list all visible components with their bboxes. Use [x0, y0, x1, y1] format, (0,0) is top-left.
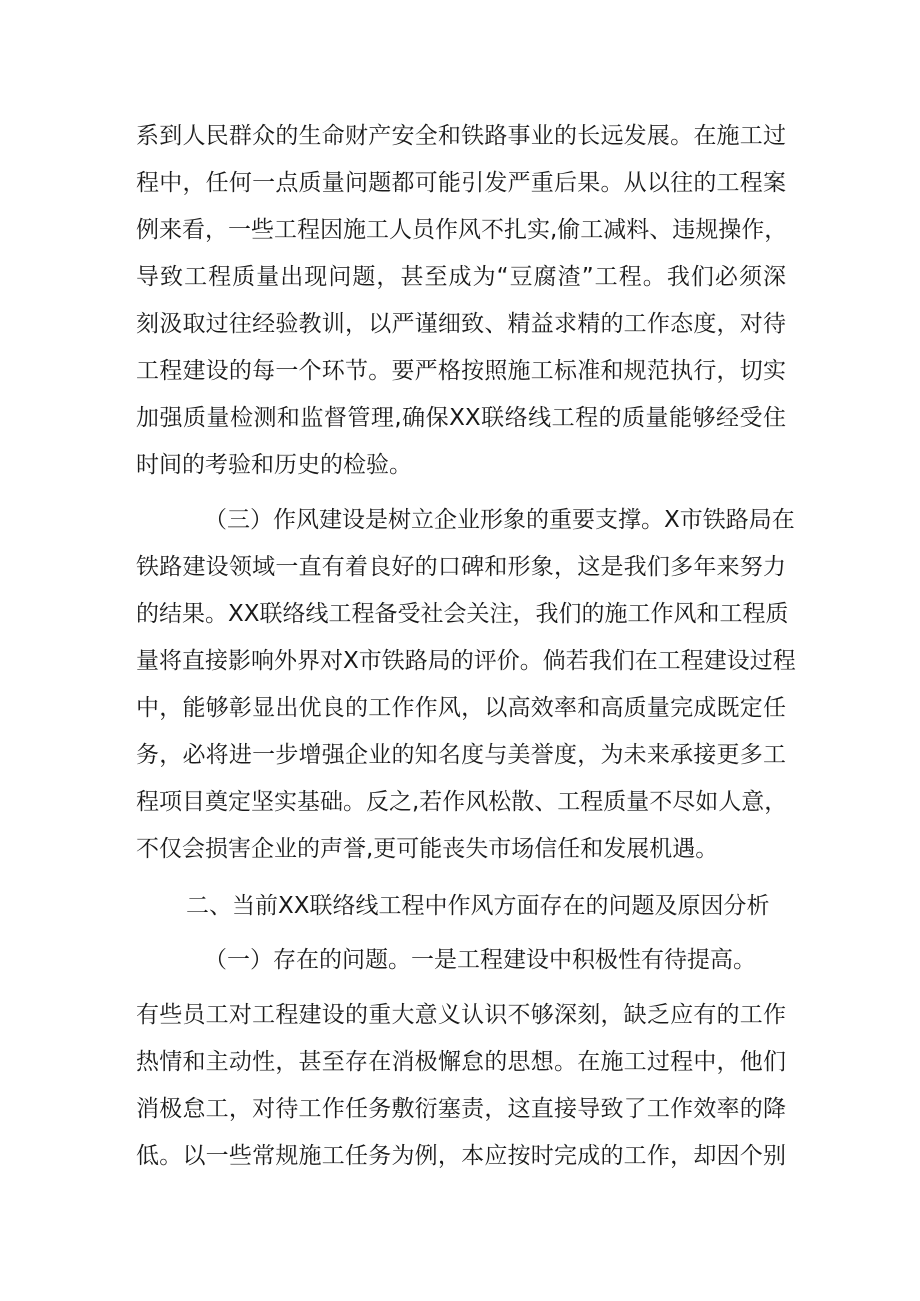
- paragraph-line-14: 务，必将进一步增强企业的知名度与美誉度，为未来承接更多工: [136, 742, 786, 768]
- paragraph-line-13: 中，能够彰显出优良的工作作风，以高效率和高质量完成既定任: [136, 695, 786, 721]
- paragraph-line-20: 热情和主动性，甚至存在消极懈怠的思想。在施工过程中，他们: [136, 1049, 786, 1075]
- paragraph-line-6: 工程建设的每一个环节。要严格按照施工标准和规范执行，切实: [136, 358, 786, 384]
- paragraph-line-10: 铁路建设领域一直有着良好的口碑和形象，这是我们多年来努力: [136, 554, 786, 580]
- paragraph-line-7: 加强质量检测和监督管理,确保XX联络线工程的质量能够经受住: [136, 405, 786, 431]
- paragraph-line-12: 量将直接影响外界对X市铁路局的评价。倘若我们在工程建设过程: [136, 648, 796, 674]
- paragraph-line-21: 消极怠工，对待工作任务敷衍塞责，这直接导致了工作效率的降: [136, 1096, 786, 1122]
- paragraph-line-9: （三）作风建设是树立企业形象的重要支撑。X市铁路局在: [204, 507, 795, 533]
- paragraph-line-11: 的结果。XX联络线工程备受社会关注，我们的施工作风和工程质: [136, 601, 789, 627]
- paragraph-line-5: 刻汲取过往经验教训，以严谨细致、精益求精的工作态度，对待: [136, 311, 786, 337]
- paragraph-line-2: 程中，任何一点质量问题都可能引发严重后果。从以往的工程案: [136, 170, 786, 196]
- paragraph-line-3: 例来看，一些工程因施工人员作风不扎实,偷工减料、违规操作，: [136, 217, 788, 243]
- paragraph-line-16: 不仅会损害企业的声誉,更可能丧失市场信任和发展机遇。: [136, 836, 719, 862]
- paragraph-line-15: 程项目奠定坚实基础。反之,若作风松散、工程质量不尽如人意，: [136, 789, 788, 815]
- paragraph-line-8: 时间的考验和历史的检验。: [136, 452, 412, 478]
- section-heading: 二、当前XX联络线工程中作风方面存在的问题及原因分析: [186, 893, 770, 919]
- paragraph-line-4: 导致工程质量出现问题，甚至成为“豆腐渣”工程。我们必须深: [136, 264, 786, 290]
- paragraph-line-19: 有些员工对工程建设的重大意义认识不够深刻，缺乏应有的工作: [136, 1002, 786, 1028]
- paragraph-line-22: 低。以一些常规施工任务为例，本应按时完成的工作，却因个别: [136, 1143, 786, 1169]
- paragraph-line-1: 系到人民群众的生命财产安全和铁路事业的长远发展。在施工过: [136, 123, 786, 149]
- subsection-heading: （一）存在的问题。一是工程建设中积极性有待提高。: [204, 947, 756, 973]
